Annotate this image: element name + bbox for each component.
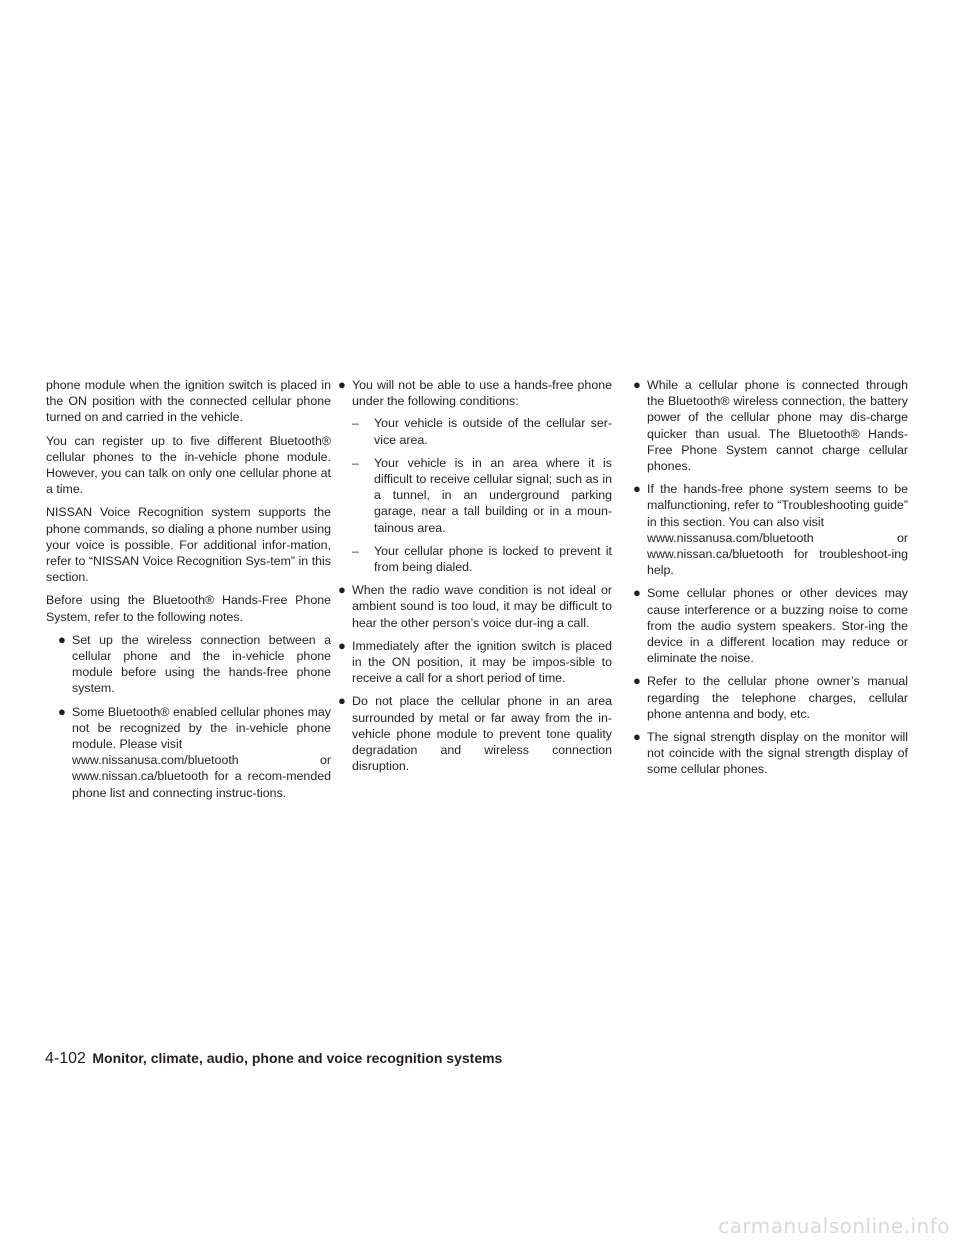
sub-list-item-text: Your vehicle is in an area where it is difficult to receive cellular signal; such as in a tunnel, in an underground parking garage, near a tall building or in a moun-tainous area. [374, 455, 612, 535]
paragraph: phone module when the ignition switch is placed in the ON position with the connected cellular phone turned on and carried in the vehicle. [46, 378, 331, 425]
watermark: carmanualsonline.info [718, 1214, 950, 1238]
sub-list-item [352, 543, 612, 575]
dash-icon: – [352, 543, 359, 558]
list-item [633, 481, 908, 578]
list-item-text: Some cellular phones or other devices may cause interference or a buzzing noise to come from the audio system speakers. Stor-ing the device in a different location may reduce or eliminate the noise. [647, 586, 908, 666]
list-item-text: Some Bluetooth® enabled cellular phones may not be recognized by the in-vehicle phone module. Please visit [72, 704, 331, 752]
dash-icon: – [352, 455, 359, 470]
text-column-2 [338, 377, 612, 781]
list-item [338, 377, 612, 575]
list-item [338, 693, 612, 774]
list-item [338, 582, 612, 631]
bullet-icon: ● [633, 585, 641, 601]
list-item-text: Do not place the cellular phone in an area surrounded by metal or far away from the in-vehicle phone module to prevent tone quality degradation and wireless connection disruption. [352, 694, 612, 774]
list-item-text: You will not be able to use a hands-free phone under the following conditions: [352, 378, 612, 409]
bullet-icon: ● [338, 377, 346, 392]
list-item-text: www.nissan.ca/bluetooth for a recom-mended phone list and connecting instruc-tions. [72, 769, 331, 800]
list-item [633, 673, 908, 722]
url-conjunction: or [319, 753, 331, 768]
list-item [633, 377, 908, 474]
paragraph: Before using the Bluetooth® Hands-Free Phone System, refer to the following notes. [46, 593, 331, 624]
list-item [633, 585, 908, 666]
list-item-text: The signal strength display on the monitor will not coincide with the signal strength display of some cellular phones. [647, 730, 908, 777]
bullet-list [633, 377, 908, 778]
list-item-text: If the hands-free phone system seems to be malfunctioning, refer to “Troubleshooting guide” in this section. You can also visit [647, 482, 908, 529]
bullet-icon: ● [58, 631, 66, 647]
dash-list [352, 415, 612, 575]
bullet-list [46, 632, 331, 801]
bullet-icon: ● [633, 377, 641, 392]
bullet-icon: ● [338, 582, 346, 598]
list-item-text: When the radio wave condition is not ideal or ambient sound is too loud, it may be difficult to hear the other person’s voice dur-ing a call. [352, 583, 612, 630]
url-link: www.nissanusa.com/bluetooth [72, 753, 239, 768]
url-line [72, 752, 331, 768]
bullet-icon: ● [633, 481, 641, 497]
list-item [633, 729, 908, 778]
dash-icon: – [352, 416, 359, 431]
sub-list-item [352, 455, 612, 536]
paragraph: NISSAN Voice Recognition system supports the phone commands, so dialing a phone number using your voice is possible. For additional infor-mation, refer to “NISSAN Voice Recognition Sys-tem” in this section. [46, 505, 331, 585]
list-item-text: Refer to the cellular phone owner’s manual regarding the telephone charges, cellular phone antenna and body, etc. [647, 674, 908, 721]
bullet-icon: ● [633, 729, 641, 745]
sub-list-item-text: Your cellular phone is locked to prevent it from being dialed. [374, 543, 612, 575]
paragraph: You can register up to five different Bluetooth® cellular phones to the in-vehicle phone module. However, you can talk on only one cellular phone at a time. [46, 433, 331, 497]
list-item [46, 632, 331, 697]
text-column-3 [633, 377, 908, 785]
list-item-text: While a cellular phone is connected through the Bluetooth® wireless connection, the battery power of the cellular phone may dis-charge quicker than usual. The Bluetooth® Hands-Free Phone System cannot charge cellular phones. [647, 378, 908, 474]
list-item [338, 638, 612, 687]
text-column-1 [46, 377, 331, 808]
sub-list-item [352, 415, 612, 447]
bullet-list [338, 377, 612, 774]
page-number: 4-102 [45, 1050, 86, 1067]
url-link: www.nissanusa.com/bluetooth [647, 530, 814, 545]
list-item [46, 704, 331, 801]
page-footer [45, 1050, 502, 1068]
bullet-icon: ● [338, 693, 346, 709]
list-item-text: Set up the wireless connection between a cellular phone and the in-vehicle phone module before using the hands-free phone system. [72, 632, 331, 696]
bullet-icon: ● [338, 637, 346, 653]
sub-list-item-text: Your vehicle is outside of the cellular ser-vice area. [374, 416, 612, 447]
url-conjunction: or [896, 530, 908, 545]
list-item-text: www.nissan.ca/bluetooth for troubleshoot-ing help. [647, 547, 908, 578]
bullet-icon: ● [633, 673, 641, 689]
section-title: Monitor, climate, audio, phone and voice recognition systems [92, 1050, 503, 1066]
url-line [647, 530, 908, 546]
bullet-icon: ● [58, 703, 66, 719]
list-item-text: Immediately after the ignition switch is placed in the ON position, it may be impos-sible to receive a call for a short period of time. [352, 638, 612, 686]
